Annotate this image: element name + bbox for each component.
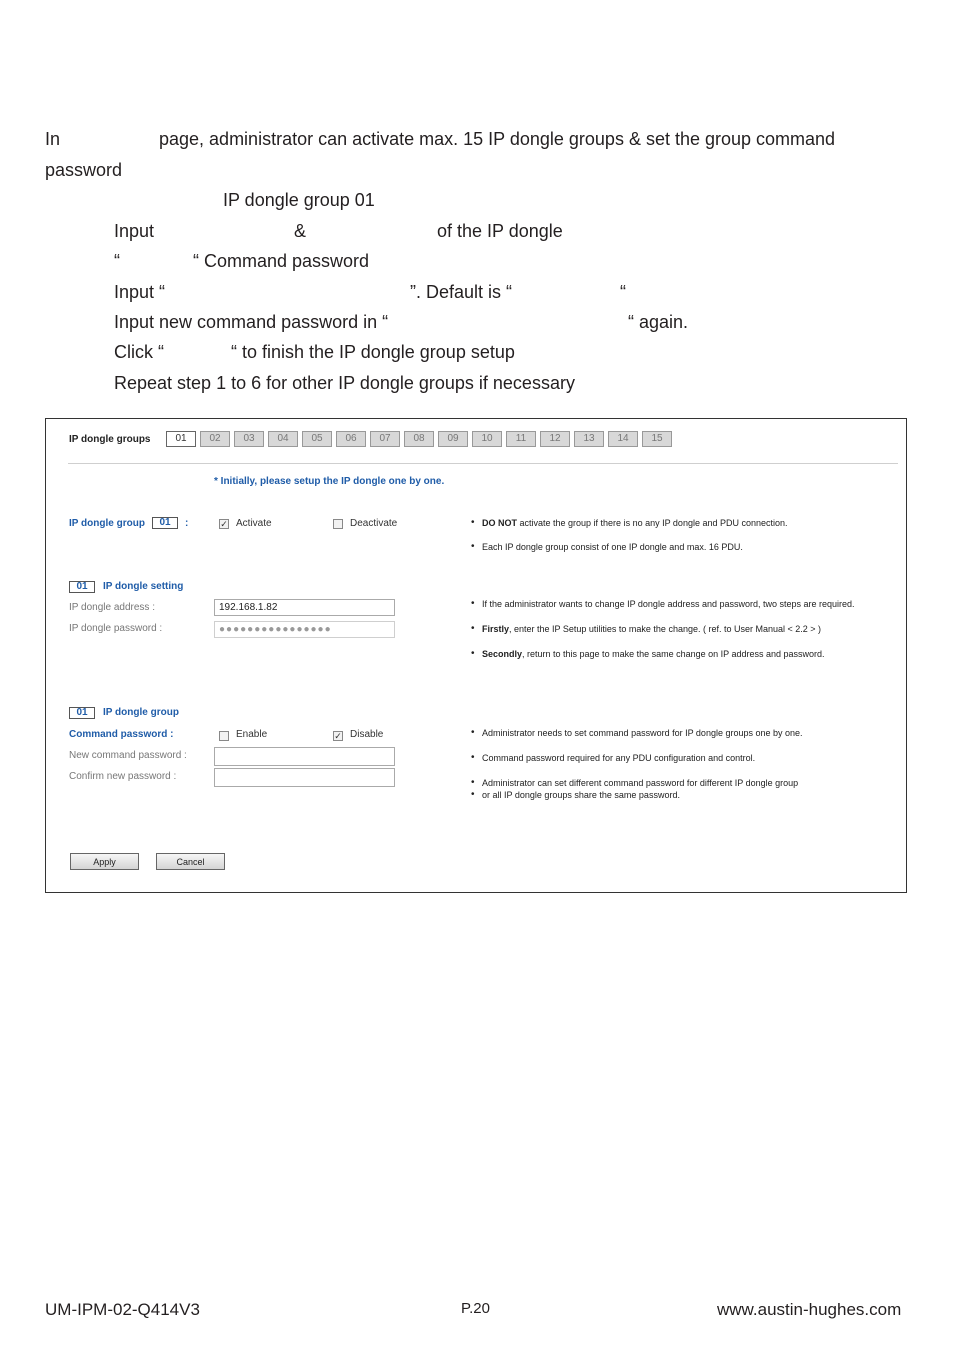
confirm-password-input[interactable]	[214, 768, 395, 787]
note-share-password: • or all IP dongle groups share the same password.	[482, 789, 680, 801]
intro-text-b: page, administrator can activate max. 15 IP dongle groups & set the group command	[159, 129, 836, 149]
step-4-text-a: Input “	[114, 282, 166, 302]
apply-button[interactable]: Apply	[70, 853, 139, 870]
enable-label: Enable	[236, 729, 268, 740]
tab-group-01[interactable]: 01	[166, 431, 196, 447]
deactivate-checkbox[interactable]	[333, 519, 343, 529]
step-3-text-b: “ Command password	[193, 251, 370, 271]
step-2-text-a: Input	[114, 221, 155, 241]
address-label: IP dongle address :	[69, 602, 155, 613]
tab-group-13[interactable]: 13	[574, 431, 604, 447]
activate-checkbox[interactable]: ✓	[220, 519, 228, 529]
enable-checkbox[interactable]	[219, 731, 229, 741]
disable-checkbox[interactable]: ✓	[334, 731, 342, 741]
tab-group-03[interactable]: 03	[234, 431, 264, 447]
step-4-text-b: ”. Default is “	[410, 282, 513, 302]
note-different-password: • Administrator can set different command password for different IP dongle group	[482, 777, 798, 789]
new-password-label: New command password :	[69, 750, 187, 761]
deactivate-label: Deactivate	[350, 518, 398, 529]
group-label: IP dongle group	[69, 518, 145, 529]
note-change-steps: • If the administrator wants to change IP dongle address and password, two steps are required.	[482, 598, 855, 610]
tab-group-09[interactable]: 09	[438, 431, 468, 447]
intro-text-a: In	[45, 129, 61, 149]
step-3-text-a: “	[114, 251, 120, 271]
note-do-not-bold: DO NOT	[482, 518, 517, 528]
note-firstly-bold: Firstly	[482, 624, 510, 634]
step-2-text-c: of the IP dongle	[437, 221, 563, 241]
new-command-password-input[interactable]	[214, 747, 395, 766]
step-7-text: Repeat step 1 to 6 for other IP dongle groups if necessary	[114, 373, 575, 393]
tab-group-06[interactable]: 06	[336, 431, 366, 447]
note-firstly	[482, 623, 821, 635]
disable-label: Disable	[350, 729, 384, 740]
password-label: IP dongle password :	[69, 623, 163, 634]
note-password-required: • Command password required for any PDU configuration and control.	[482, 752, 755, 764]
group-colon: :	[185, 518, 189, 529]
group-number-box: 01	[152, 517, 178, 529]
intro-text-c: password	[45, 160, 123, 180]
group-tabs	[166, 431, 676, 447]
cmd-number-box: 01	[69, 707, 95, 719]
tab-group-05[interactable]: 05	[302, 431, 332, 447]
step-5-text-a: Input new command password in “	[114, 312, 389, 332]
tab-group-12[interactable]: 12	[540, 431, 570, 447]
note-group-consist: • Each IP dongle group consist of one IP dongle and max. 16 PDU.	[482, 541, 743, 553]
website: www.austin-hughes.com	[717, 1300, 902, 1319]
tab-group-07[interactable]: 07	[370, 431, 400, 447]
groups-label: IP dongle groups	[69, 434, 151, 445]
step-1-text: IP dongle group 01	[223, 190, 375, 210]
setting-title: IP dongle setting	[103, 581, 184, 592]
doc-id: UM-IPM-02-Q414V3	[45, 1300, 200, 1319]
note-secondly-rest: , return to this page to make the same change on IP address and password.	[522, 649, 825, 659]
tab-group-02[interactable]: 02	[200, 431, 230, 447]
ip-address-input[interactable]	[214, 599, 395, 616]
setting-number-box: 01	[69, 581, 95, 593]
setup-note: * Initially, please setup the IP dongle one by one.	[214, 476, 445, 487]
step-6-text-b: “ to finish the IP dongle group setup	[231, 342, 515, 362]
note-do-not-activate	[482, 517, 788, 529]
note-do-not-rest: activate the group if there is no any IP dongle and PDU connection.	[517, 518, 788, 528]
tab-group-11[interactable]: 11	[506, 431, 536, 447]
tab-group-08[interactable]: 08	[404, 431, 434, 447]
note-set-one-by-one: • Administrator needs to set command password for IP dongle groups one by one.	[482, 727, 803, 739]
ip-dongle-groups-panel	[45, 418, 907, 893]
note-secondly	[482, 648, 825, 660]
tab-group-15[interactable]: 15	[642, 431, 672, 447]
step-5-text-b: “ again.	[628, 312, 689, 332]
confirm-password-label: Confirm new password :	[69, 771, 177, 782]
cmd-password-label: Command password :	[69, 729, 174, 740]
tab-group-14[interactable]: 14	[608, 431, 638, 447]
tab-group-10[interactable]: 10	[472, 431, 502, 447]
step-6-text-a: Click “	[114, 342, 164, 362]
step-2-text-b: &	[294, 221, 307, 241]
activate-label: Activate	[236, 518, 272, 529]
note-secondly-bold: Secondly	[482, 649, 523, 659]
cancel-button[interactable]: Cancel	[156, 853, 225, 870]
page-number: P.20	[461, 1300, 490, 1317]
cmd-group-title: IP dongle group	[103, 707, 179, 718]
tab-group-04[interactable]: 04	[268, 431, 298, 447]
ip-password-input[interactable]: ●●●●●●●●●●●●●●●●	[214, 621, 395, 638]
step-4-text-c: “	[620, 282, 626, 302]
divider	[68, 463, 898, 464]
note-firstly-rest: , enter the IP Setup utilities to make the change. ( ref. to User Manual < 2.2 > )	[509, 624, 822, 634]
